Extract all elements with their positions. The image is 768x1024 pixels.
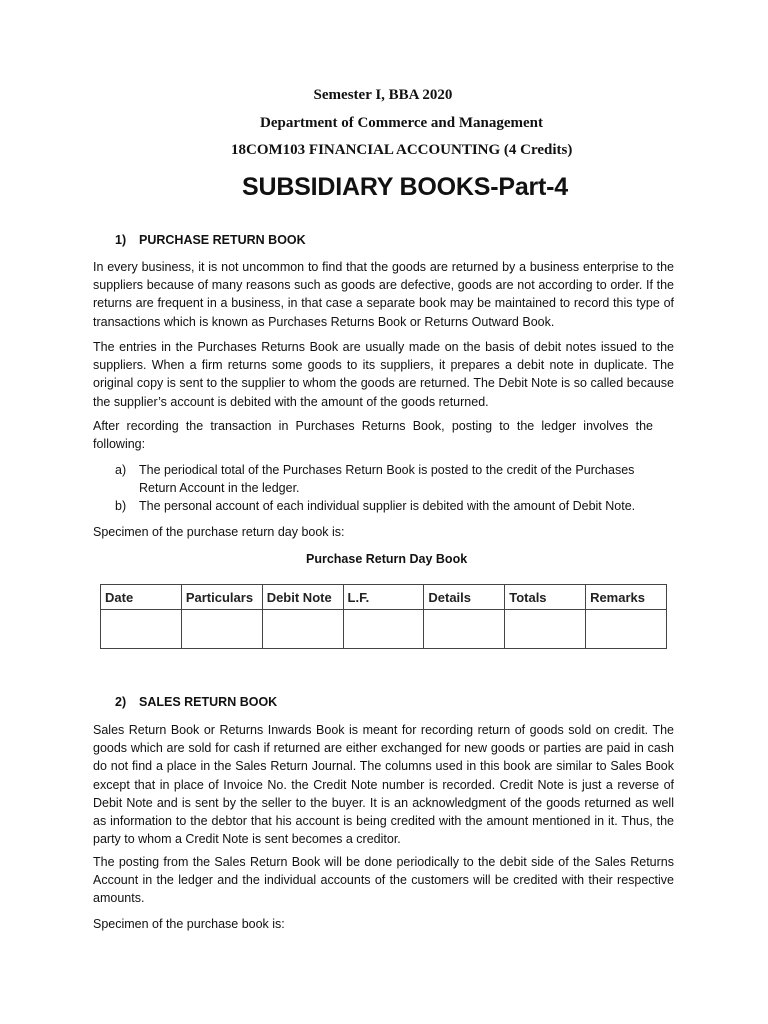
paragraph: Sales Return Book or Returns Inwards Book is meant for recording return of goods sold on credit. The goods which are sold for cash if returned are either exchanged for new goods or parties are paid in cash do not find a place in the Sales Return Journal. The columns used in this book are similar to Sales Book except that in place of Invoice No. the Credit Note number is recorded. Credit Note is just a reverse of Debit Note and is sent by the seller to the buyer. It is an acknowledgment of the goods returned as well as information to the debtor that his account is being credited with the amount mentioned in it. Thus, the party to whom a Credit Note is sent becomes a creditor.	[93, 723, 674, 847]
table-cell	[262, 610, 343, 649]
table-cell	[586, 610, 667, 649]
specimen-text: Specimen of the purchase return day book is:	[93, 525, 345, 539]
section-heading-sales-return	[115, 695, 277, 709]
column-header-details: Details	[424, 585, 505, 610]
paragraph: After recording the transaction in Purchases Returns Book, posting to the ledger involves the following:	[93, 419, 653, 452]
department-line: Department of Commerce and Management	[260, 115, 543, 131]
list-text: The periodical total of the Purchases Return Book is posted to the credit of the Purchases Return Account in the ledger.	[139, 463, 635, 496]
list-item	[115, 497, 675, 515]
list-text: The personal account of each individual supplier is debited with the amount of Debit Note.	[139, 499, 636, 513]
section-number: 1)	[115, 233, 127, 247]
section-number: 2)	[115, 695, 127, 709]
paragraph: The posting from the Sales Return Book will be done periodically to the debit side of the Sales Returns Account in the ledger and the individual accounts of the customers will be credited with their respective amounts.	[93, 855, 674, 906]
specimen-text: Specimen of the purchase book is:	[93, 917, 285, 931]
column-header-totals: Totals	[505, 585, 586, 610]
course-line: 18COM103 FINANCIAL ACCOUNTING (4 Credits)	[231, 142, 573, 158]
semester-line: Semester I, BBA 2020	[313, 87, 453, 103]
paragraph: In every business, it is not uncommon to find that the goods are returned by a business enterprise to the suppliers because of many reasons such as goods are defective, goods are not according to order. If the returns are frequent in a business, in that case a separate book may be maintained to record this type of transactions which is known as Purchases Returns Book or Returns Outward Book.	[93, 260, 674, 329]
list-item	[115, 461, 675, 497]
column-header-lf: L.F.	[343, 585, 424, 610]
table-row	[101, 610, 667, 649]
table-cell	[505, 610, 586, 649]
list-marker: a)	[115, 463, 127, 477]
column-header-particulars: Particulars	[181, 585, 262, 610]
table-header-row	[101, 585, 667, 610]
section-title: PURCHASE RETURN BOOK	[139, 233, 306, 247]
page-title: SUBSIDIARY BOOKS-Part-4	[242, 173, 569, 201]
column-header-date: Date	[101, 585, 182, 610]
purchase-return-table	[100, 584, 667, 649]
list-marker: b)	[115, 499, 127, 513]
table-cell	[424, 610, 505, 649]
table-cell	[343, 610, 424, 649]
section-title: SALES RETURN BOOK	[139, 695, 278, 709]
column-header-remarks: Remarks	[586, 585, 667, 610]
table-caption: Purchase Return Day Book	[306, 552, 468, 566]
section-heading-purchase-return	[115, 233, 306, 247]
table-cell	[181, 610, 262, 649]
paragraph: The entries in the Purchases Returns Book are usually made on the basis of debit notes issued to the suppliers. When a firm returns some goods to its suppliers, it prepares a debit note in duplicate. The original copy is sent to the supplier to whom the goods are returned. The Debit Note is so called because the supplier’s account is debited with the amount of the goods returned.	[93, 340, 674, 409]
table-cell	[101, 610, 182, 649]
column-header-debit-note: Debit Note	[262, 585, 343, 610]
